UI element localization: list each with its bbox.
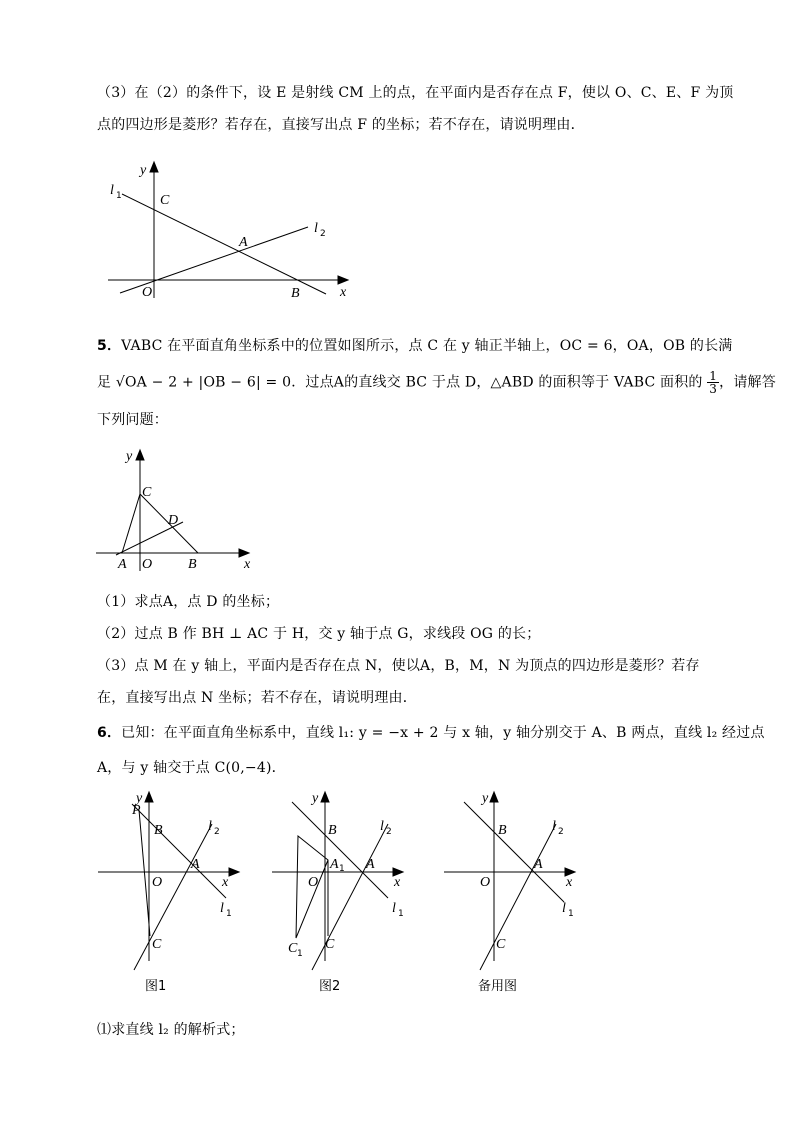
fig2-caption: 图2	[319, 979, 341, 994]
fig2-label-B: B	[328, 823, 337, 838]
q5-label-B: B	[188, 557, 197, 572]
q5-label-O: O	[142, 557, 153, 572]
q4-line-l2	[120, 227, 308, 293]
q5-y-arrow	[136, 450, 144, 460]
fig3-label-B: B	[498, 823, 507, 838]
fig2-label-x: x	[394, 875, 401, 890]
q6-number: 6．	[97, 725, 122, 741]
q5-frac-den: 3	[709, 382, 718, 396]
q5-stem-line3: 下列问题：	[97, 412, 168, 428]
q5-stem-text1: VABC 在平面直角坐标系中的位置如图所示，点 C 在 y 轴正半轴上，OC = 6，OA，OB 的长满	[121, 338, 733, 354]
fig3-label-l2-sub: 2	[558, 827, 564, 837]
q4-figure	[100, 158, 360, 308]
q4-label-B: B	[291, 286, 300, 301]
q4-x-arrow	[338, 276, 348, 284]
q4-part3-text-cont: 点的四边形是菱形？若存在，直接写出点 F 的坐标；若不存在，请说明理由．	[97, 117, 585, 133]
q5-stem-line2	[97, 370, 776, 395]
q5-frac-num: 1	[709, 369, 718, 383]
q4-label-x: x	[340, 285, 347, 300]
q5-part3: （3）点 M 在 y 轴上，平面内是否存在点 N，使以A，B，M，N 为顶点的四边形是菱形？若存	[97, 658, 700, 674]
fig2-label-A1: A	[330, 857, 339, 872]
q5-label-y: y	[126, 449, 133, 464]
fig1-label-x: x	[222, 875, 229, 890]
fig3-label-l2: l	[552, 819, 556, 834]
fig3-label-C: C	[496, 937, 506, 952]
q4-label-O: O	[142, 285, 153, 300]
fig2-y-arrow	[321, 792, 329, 802]
fig1-label-l2-sub: 2	[214, 827, 220, 837]
fig2-label-O: O	[308, 875, 319, 890]
fig3-label-y: y	[482, 791, 489, 806]
q5-fraction	[707, 370, 719, 395]
q6-stem-text1: 已知：在平面直角坐标系中，直线 l₁: y = −x + 2 与 x 轴，y 轴分别交于 A、B 两点，直线 l₂ 经过点	[121, 725, 765, 741]
q6-part1: ⑴求直线 l₂ 的解析式；	[97, 1022, 245, 1038]
q5-part3-cont: 在，直接写出点 N 坐标；若不存在，请说明理由．	[97, 690, 417, 706]
q4-label-l2-sub: 2	[320, 229, 326, 239]
fig1-line-l2	[134, 824, 212, 970]
q5-stem-line1	[97, 336, 733, 356]
fig3-label-x: x	[566, 875, 573, 890]
q5-figure	[94, 446, 264, 576]
fig2-label-C1-sub: 1	[297, 949, 303, 959]
fig1-label-P: P	[132, 803, 141, 818]
fig1-label-l1-sub: 1	[226, 909, 232, 919]
q5-part1: （1）求点A，点 D 的坐标；	[97, 594, 280, 610]
fig1-segment-PC	[139, 810, 150, 936]
q4-label-C: C	[160, 193, 170, 208]
fig1-label-y: y	[136, 791, 143, 806]
q5-x-arrow	[239, 549, 249, 557]
q4-line-l1	[122, 194, 326, 294]
fig1-caption: 图1	[145, 979, 167, 994]
fig2-label-y: y	[312, 791, 319, 806]
q5-label-A: A	[118, 557, 127, 572]
fig3-line-l1	[464, 802, 564, 902]
q4-label-y: y	[140, 163, 147, 178]
fig2-label-l2: l	[380, 819, 384, 834]
fig2-label-C1: C	[288, 941, 298, 956]
q4-part3-text: （3）在（2）的条件下，设 E 是射线 CM 上的点，在平面内是否存在点 F，使以 O、C、E、F 为顶	[97, 85, 734, 101]
fig1-label-A: A	[191, 857, 200, 872]
fig2-label-l2-sub: 2	[386, 827, 392, 837]
fig1-label-O: O	[152, 875, 163, 890]
fig2-line-l1	[292, 802, 388, 898]
q5-label-D: D	[168, 513, 179, 528]
fig2-line-l2	[312, 824, 388, 970]
fig1-line-l1	[132, 804, 226, 898]
fig1-label-C: C	[152, 937, 162, 952]
fig2-label-l1-sub: 1	[398, 909, 404, 919]
q5-label-C: C	[142, 485, 152, 500]
fig3-label-l1: l	[562, 901, 566, 916]
fig3-label-l1-sub: 1	[568, 909, 574, 919]
fig3-label-A: A	[534, 857, 543, 872]
fig3-line-l2	[480, 824, 556, 970]
fig1-label-B: B	[154, 823, 163, 838]
fig1-y-arrow	[145, 792, 153, 802]
q6-stem-line1	[97, 723, 765, 743]
q5-number: 5．	[97, 338, 122, 354]
q6-figure-3	[442, 786, 592, 996]
q4-label-l2: l	[314, 221, 318, 236]
fig1-label-l1: l	[220, 901, 224, 916]
q5-stem-text2: 足 √OA − 2 + |OB − 6| = 0．过点A的直线交 BC 于点 D，△ABD 的面积等于 VABC 面积的	[97, 374, 703, 391]
fig3-label-O: O	[480, 875, 491, 890]
fig2-label-A: A	[366, 857, 375, 872]
fig2-label-l1: l	[392, 901, 396, 916]
fig3-y-arrow	[490, 792, 498, 802]
q6-figure-2	[270, 786, 420, 996]
fig2-label-A1-sub: 1	[339, 864, 345, 874]
q4-label-l1: l	[110, 183, 114, 198]
fig1-x-arrow	[229, 868, 239, 876]
q4-y-arrow	[150, 162, 158, 172]
q5-stem-text2b: ，请解答	[719, 374, 776, 391]
q4-label-A: A	[239, 235, 248, 250]
fig2-label-C: C	[325, 937, 335, 952]
fig3-caption: 备用图	[478, 979, 518, 994]
q5-label-x: x	[244, 557, 251, 572]
q4-label-l1-sub: 1	[116, 191, 122, 201]
fig1-label-l2: l	[208, 819, 212, 834]
q6-stem-line2: A，与 y 轴交于点 C(0,−4)．	[97, 760, 286, 776]
q6-figure-1	[96, 786, 246, 996]
q5-part2: （2）过点 B 作 BH ⊥ AC 于 H，交 y 轴于点 G，求线段 OG 的长；	[97, 626, 541, 642]
